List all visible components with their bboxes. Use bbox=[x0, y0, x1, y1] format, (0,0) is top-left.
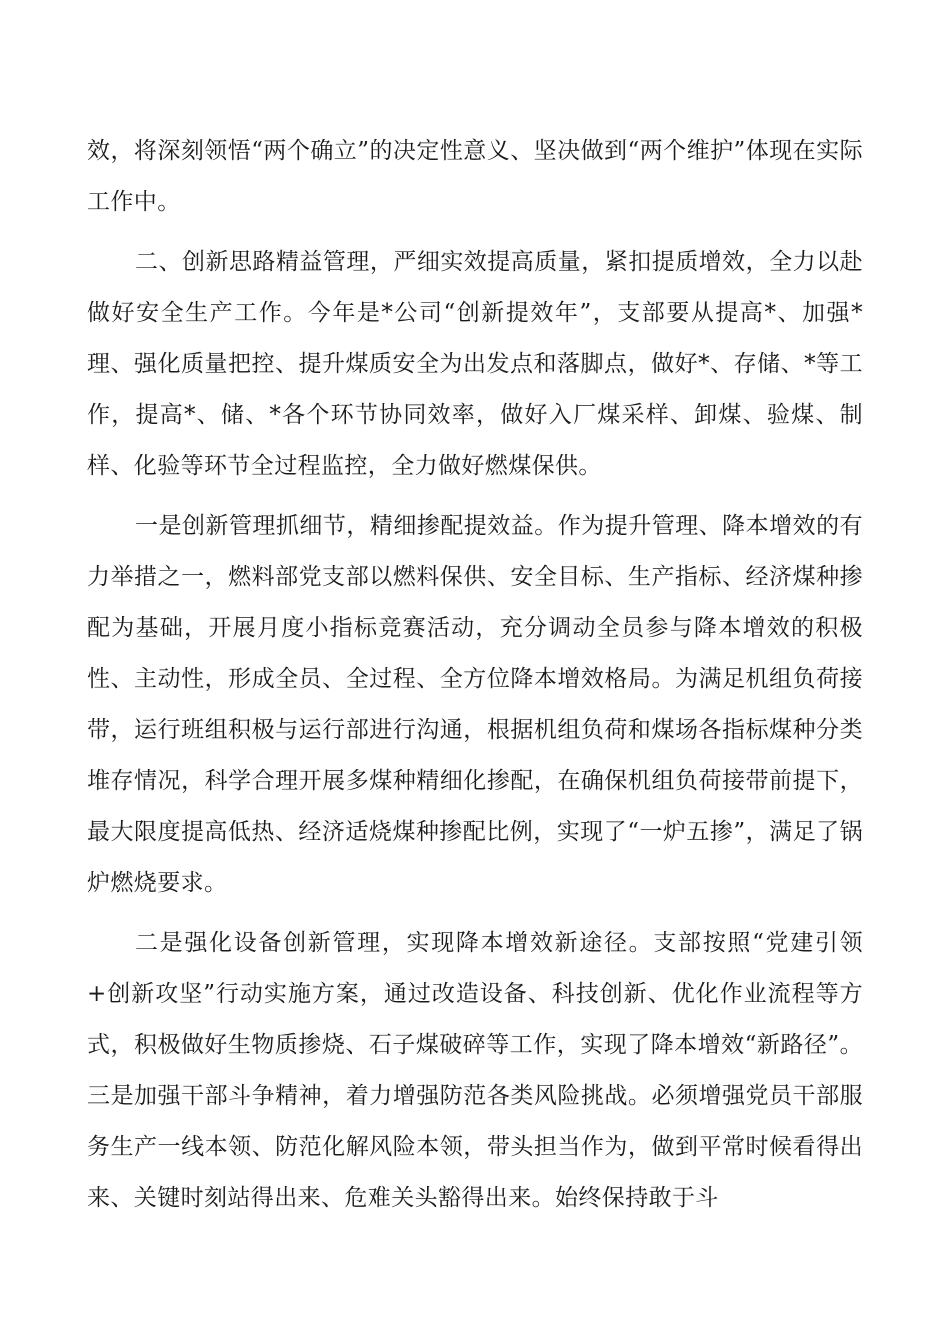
paragraph-4: 二是强化设备创新管理，实现降本增效新途径。支部按照“党建引领+创新攻坚”行动实施方案，通过改造设备、科技创新、优化作业流程等方式，积极做好生物质掺烧、石子煤破碎等工作，实现了降本增效“新路径”。三是加强干部斗争精神，着力增强防范各类风险挑战。必须增强党员干部服务生产一线本领、防范化解风险本领，带头担当作为，做到平常时候看得出来、关键时刻站得出来、危难关头豁得出来。始终保持敢于斗 bbox=[87, 930, 863, 1211]
paragraph-2: 二、创新思路精益管理，严细实效提高质量，紧扣提质增效，全力以赴做好安全生产工作。今年是*公司“创新提效年”，支部要从提高*、加强*理、强化质量把控、提升煤质安全为出发点和落脚点，做好*、存储、*等工作，提高*、储、*各个环节协同效率，做好入厂煤采样、卸煤、验煤、制样、化验等环节全过程监控，全力做好燃煤保供。 bbox=[87, 249, 863, 479]
document-body bbox=[87, 126, 863, 1233]
paragraph-3: 一是创新管理抓细节，精细掺配提效益。作为提升管理、降本增效的有力举措之一，燃料部党支部以燃料保供、安全目标、生产指标、经济煤种掺配为基础，开展月度小指标竞赛活动，充分调动全员参与降本增效的积极性、主动性，形成全员、全过程、全方位降本增效格局。为满足机组负荷接带，运行班组积极与运行部进行沟通，根据机组负荷和煤场各指标煤种分类堆存情况，科学合理开展多煤种精细化掺配，在确保机组负荷接带前提下，最大限度提高低热、经济适烧煤种掺配比例，实现了“一炉五掺”，满足了锅炉燃烧要求。 bbox=[87, 513, 863, 896]
paragraph-1: 效，将深刻领悟“两个确立”的决定性意义、坚决做到“两个维护”体现在实际工作中。 bbox=[87, 138, 863, 215]
